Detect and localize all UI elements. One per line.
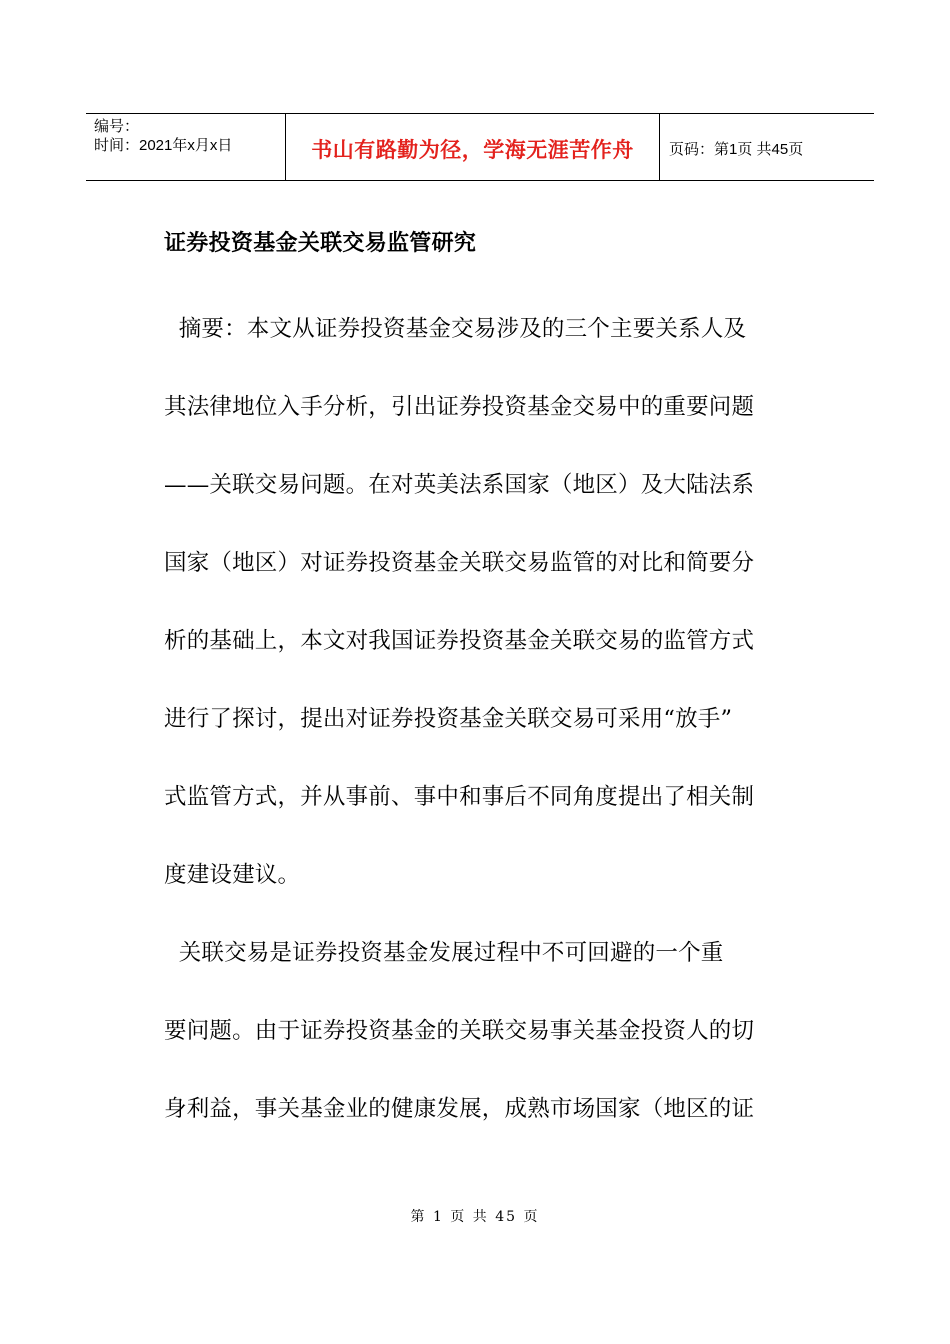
document-header: [86, 113, 874, 181]
text-line: 国家（地区）对证券投资基金关联交易监管的对比和简要分: [164, 550, 755, 576]
time-label: 时间：2021年x月x日: [94, 137, 233, 154]
text-line: 其法律地位入手分析，引出证券投资基金交易中的重要问题: [164, 394, 755, 420]
page-info: 页码：第1页 共45页: [669, 140, 804, 158]
text-line: 进行了探讨，提出对证券投资基金关联交易可采用“放手”: [164, 706, 733, 732]
abstract-paragraph: [164, 306, 786, 930]
text-line: 要问题。由于证券投资基金的关联交易事关基金投资人的切: [164, 1018, 755, 1044]
header-motto-cell: [286, 114, 660, 180]
text-line: 度建设建议。: [164, 862, 301, 888]
document-title: 证券投资基金关联交易监管研究: [164, 231, 477, 256]
body-paragraph: [164, 930, 786, 1164]
header-meta-cell: [86, 114, 286, 180]
text-line: 身利益，事关基金业的健康发展，成熟市场国家（地区的证: [164, 1096, 755, 1122]
number-label: 编号：: [94, 118, 140, 135]
text-line: ——关联交易问题。在对英美法系国家（地区）及大陆法系: [164, 472, 755, 498]
text-line: 关联交易是证券投资基金发展过程中不可回避的一个重: [164, 940, 724, 966]
header-page-cell: [660, 114, 874, 180]
document-body: [164, 306, 786, 1164]
text-line: 析的基础上，本文对我国证券投资基金关联交易的监管方式: [164, 628, 755, 654]
page-footer: 第 1 页 共 45 页: [410, 1209, 540, 1225]
text-line: 摘要：本文从证券投资基金交易涉及的三个主要关系人及: [164, 316, 747, 342]
motto-text: 书山有路勤为径，学海无涯苦作舟: [311, 138, 634, 162]
text-line: 式监管方式，并从事前、事中和事后不同角度提出了相关制: [164, 784, 755, 810]
